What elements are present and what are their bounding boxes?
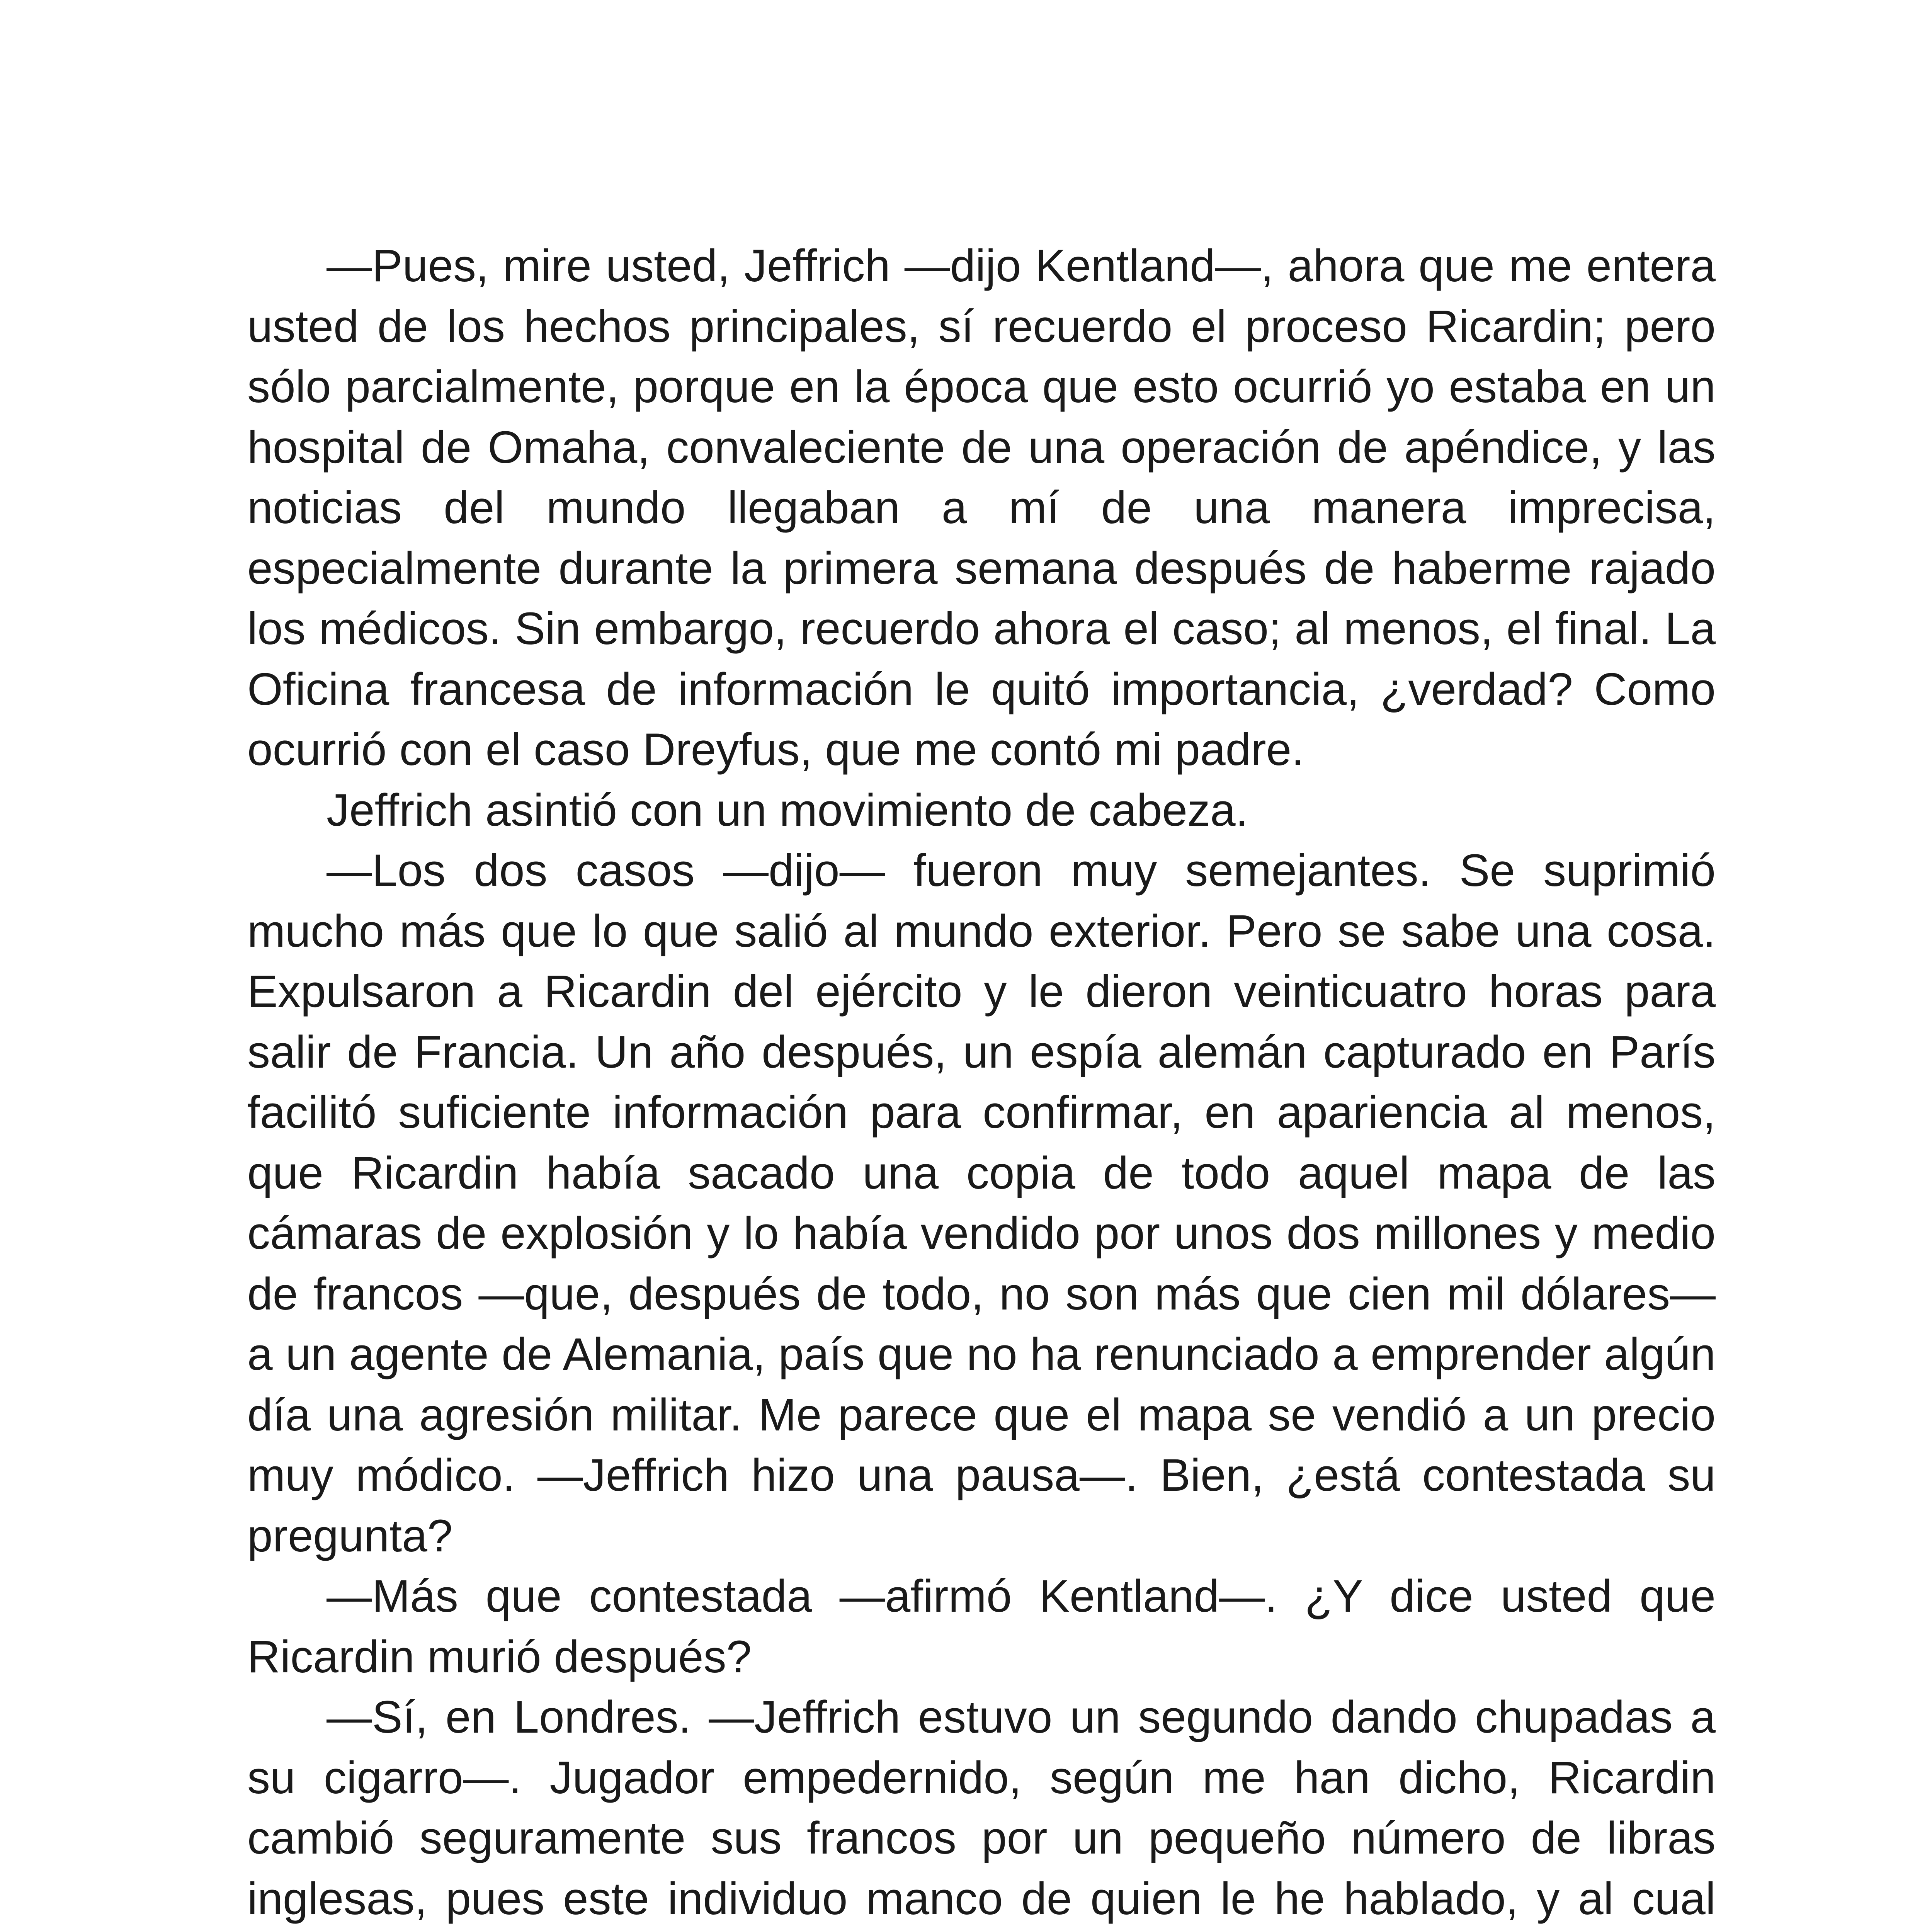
- paragraph: —Pues, mire usted, Jeffrich —dijo Kentland—, ahora que me entera usted de los hechos principales, sí recuerdo el proceso Ricardin; pero sólo parcialmente, porque en la época que esto ocurrió yo estaba en un hospital de Omaha, convaleciente de una operación de apéndice, y las noticias del mundo llegaban a mí de una manera imprecisa, especialmente durante la primera semana después de haberme rajado los médicos. Sin embargo, recuerdo ahora el caso; al menos, el final. La Oficina francesa de información le quitó importancia, ¿verdad? Como ocurrió con el caso Dreyfus, que me contó mi padre.: [247, 240, 1716, 775]
- paragraph: —Los dos casos —dijo— fueron muy semejantes. Se suprimió mucho más que lo que salió al mundo exterior. Pero se sabe una cosa. Expulsaron a Ricardin del ejército y le dieron veinticuatro horas para salir de Francia. Un año después, un espía alemán capturado en París facilitó suficiente información para confirmar, en apariencia al menos, que Ricardin había sacado una copia de todo aquel mapa de las cámaras de explosión y lo había vendido por unos dos millones y medio de francos —que, después de todo, no son más que cien mil dólares— a un agente de Alemania, país que no ha renunciado a emprender algún día una agresión militar. Me parece que el mapa se vendió a un precio muy módico. —Jeffrich hizo una pausa—. Bien, ¿está contestada su pregunta?: [247, 845, 1716, 1561]
- paragraph: —Sí, en Londres. —Jeffrich estuvo un segundo dando chupadas a su cigarro—. Jugador empedernido, según me han dicho, Ricardin cambió seguramente sus francos por un pequeño número de libras inglesas, pues este individuo manco de quien le he hablado, y al cual: [247, 1692, 1716, 1924]
- body-text: [247, 236, 1716, 1932]
- paragraph: Jeffrich asintió con un movimiento de cabeza.: [327, 784, 1248, 836]
- paragraph: —Más que contestada —afirmó Kentland—. ¿Y dice usted que Ricardin murió después?: [247, 1571, 1716, 1682]
